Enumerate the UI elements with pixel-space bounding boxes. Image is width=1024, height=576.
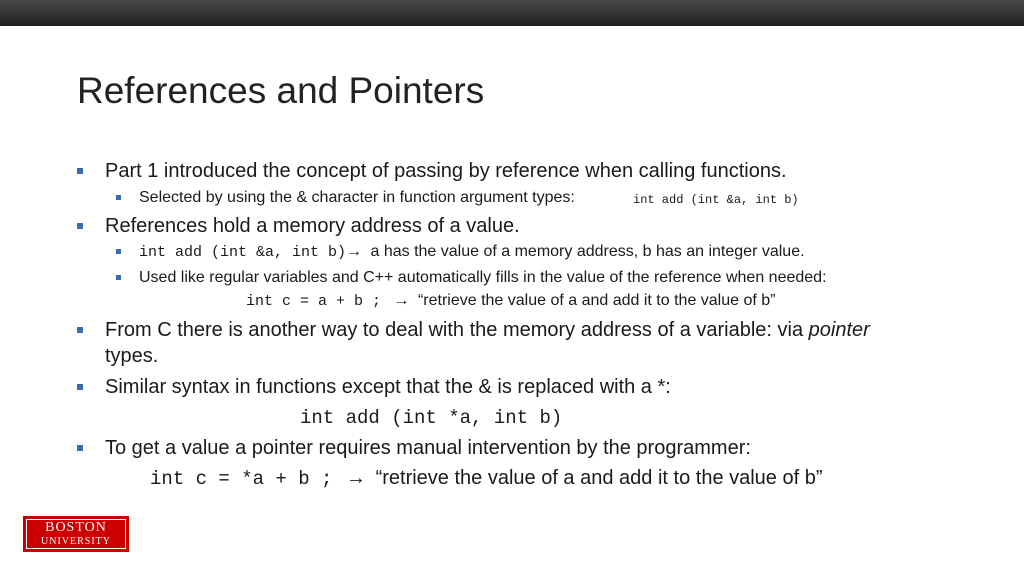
sub-bullet-square-icon [116, 195, 121, 200]
bullet-text-part: From C there is another way to deal with the memory address of a variable: via [105, 319, 809, 341]
sub-bullet-square-icon [116, 275, 121, 280]
logo-line2: UNIVERSITY [41, 536, 111, 547]
code-snippet: int add (int &a, int b) [633, 193, 799, 207]
sub-bullet-text: a has the value of a memory address, b has an integer value. [370, 243, 805, 260]
top-bar [0, 0, 1024, 26]
bullet-text: To get a value a pointer requires manual intervention by the programmer: [105, 437, 751, 459]
code-example-line [246, 292, 776, 310]
bullet-square-icon [77, 223, 83, 229]
bullet-text: References hold a memory address of a value. [105, 215, 520, 237]
bullet-text: Similar syntax in functions except that the & is replaced with a *: [105, 376, 671, 398]
sub-bullet-text: Selected by using the & character in function argument types: [139, 189, 575, 206]
right-arrow-icon: → [346, 467, 366, 489]
bullet-text [105, 319, 870, 342]
bullet-square-icon [77, 445, 83, 451]
code-snippet: int c = a + b ; [246, 293, 382, 310]
right-arrow-icon: → [346, 243, 363, 260]
sub-bullet-text: Used like regular variables and C++ automatically fills in the value of the reference when needed: [139, 269, 827, 286]
bullet-text-continuation: types. [105, 345, 159, 367]
bullet-square-icon [77, 327, 83, 333]
slide-title: References and Pointers [77, 70, 485, 111]
code-snippet: int add (int &a, int b) [139, 244, 347, 261]
code-snippet: int c = *a + b ; [150, 468, 333, 490]
code-snippet: int add (int *a, int b) [300, 407, 563, 429]
boston-university-logo [23, 516, 129, 552]
logo-line1: BOSTON [45, 520, 107, 535]
bullet-square-icon [77, 168, 83, 174]
emphasis-text: pointer [808, 319, 870, 341]
sub-bullet-line [139, 243, 805, 261]
explanation-text: “retrieve the value of a and add it to the value of b” [375, 467, 823, 489]
sub-bullet-square-icon [116, 249, 121, 254]
bullet-text: Part 1 introduced the concept of passing by reference when calling functions. [105, 160, 787, 182]
right-arrow-icon: → [393, 292, 410, 309]
explanation-text: “retrieve the value of a and add it to the value of b” [417, 292, 776, 309]
code-example-line [150, 467, 823, 490]
bullet-square-icon [77, 384, 83, 390]
